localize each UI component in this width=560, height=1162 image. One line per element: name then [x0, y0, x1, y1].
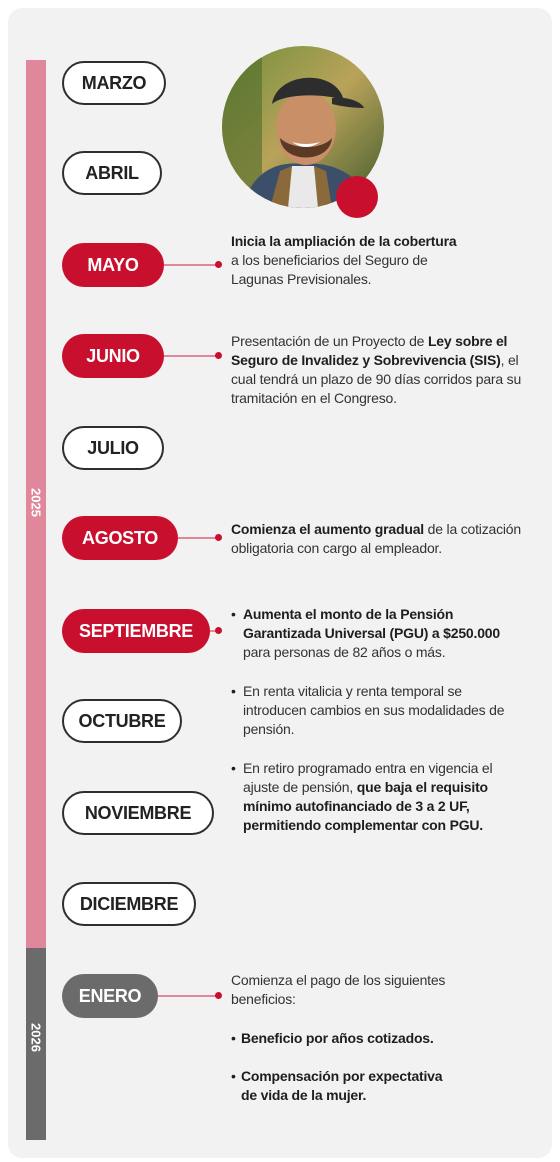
event-junio: Presentación de un Proyecto de Ley sobre el Seguro de Invalidez y Sobrevivencia (SIS), el cual tendrá un plazo de 90 días corridos para su tramitación en el Congreso. [231, 333, 522, 406]
event-septiembre-3: En retiro programado entra en vigencia el ajuste de pensión, que baja el requisito mínimo autofinanciado de 3 a 2 UF, permitiendo complementar con PGU. [243, 760, 493, 833]
year-label-2026: 2026 [28, 1023, 44, 1052]
bullet-enero-1: • [231, 1030, 236, 1046]
month-enero: ENERO [62, 974, 158, 1018]
connector-junio [164, 355, 218, 357]
connector-enero [158, 995, 218, 997]
connector-dot-mayo [215, 261, 222, 268]
month-noviembre: NOVIEMBRE [62, 791, 214, 835]
bullet-sep-1: • [231, 606, 236, 622]
connector-agosto [178, 537, 218, 539]
month-octubre: OCTUBRE [62, 699, 182, 743]
month-diciembre: DICIEMBRE [62, 882, 196, 926]
month-mayo: MAYO [62, 243, 164, 287]
event-septiembre-2: En renta vitalicia y renta temporal se introducen cambios en sus modalidades de pensión. [243, 683, 505, 737]
month-abril: ABRIL [62, 151, 162, 195]
event-septiembre-1: Aumenta el monto de la Pensión Garantizada Universal (PGU) a $250.000 para personas de 82 años o más. [243, 606, 500, 660]
bullet-sep-2: • [231, 683, 236, 699]
event-mayo: Inicia la ampliación de la cobertura a los beneficiarios del Seguro de Lagunas Previsionales. [231, 233, 457, 287]
month-marzo: MARZO [62, 61, 166, 105]
connector-dot-junio [215, 352, 222, 359]
event-enero-intro: Comienza el pago de los siguientes beneficios: [231, 972, 446, 1007]
connector-dot-enero [215, 992, 222, 999]
month-septiembre: SEPTIEMBRE [62, 609, 210, 653]
bullet-sep-3: • [231, 760, 236, 776]
month-agosto: AGOSTO [62, 516, 178, 560]
bullet-enero-2: • [231, 1068, 236, 1084]
connector-dot-septiembre [215, 627, 222, 634]
event-agosto: Comienza el aumento gradual de la cotización obligatoria con cargo al empleador. [231, 521, 521, 556]
photo-accent-circle [336, 176, 378, 218]
connector-mayo [164, 264, 218, 266]
month-junio: JUNIO [62, 334, 164, 378]
event-enero-item-1: Beneficio por años cotizados. [241, 1030, 434, 1046]
connector-dot-agosto [215, 534, 222, 541]
event-enero-item-2: Compensación por expectativa de vida de la mujer. [241, 1068, 443, 1103]
year-label-2025: 2025 [28, 488, 44, 517]
month-julio: JULIO [62, 426, 164, 470]
